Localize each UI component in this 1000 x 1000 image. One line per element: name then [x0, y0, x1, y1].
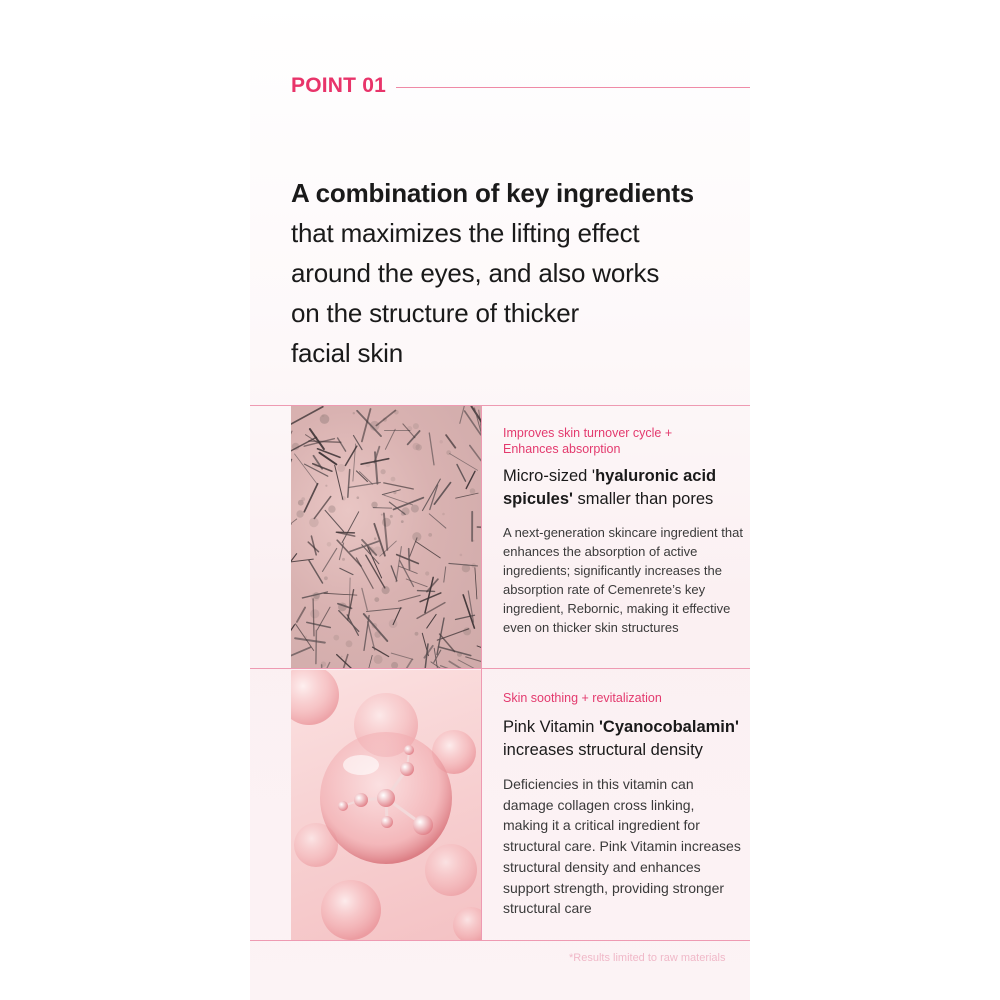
headline-bold: A combination of key ingredients [291, 178, 694, 208]
headline-line: that maximizes the lifting effect [291, 218, 640, 248]
divider-bottom [250, 940, 750, 941]
footnote: *Results limited to raw materials [569, 952, 726, 964]
spicules-image [291, 406, 481, 668]
item-title: Pink Vitamin 'Cyanocobalamin' increases structural density [503, 718, 739, 759]
point-header [291, 74, 751, 102]
divider-middle [250, 668, 750, 669]
item-tag: Improves skin turnover cycle + Enhances absorption [503, 426, 673, 456]
headline-line: around the eyes, and also works [291, 258, 660, 288]
point-divider [396, 87, 750, 88]
headline-line: facial skin [291, 338, 403, 368]
item-description: Deficiencies in this vitamin can damage collagen cross linking, making it a critical ingredient for structural care. Pink Vitamin increases structural density and enhances support strength, providing stronger structural care [503, 776, 741, 917]
headline [291, 173, 751, 373]
item-tag: Skin soothing + revitalization [503, 691, 662, 705]
item-cyanocobalamin-text [503, 690, 743, 919]
divider-vertical [481, 406, 482, 940]
point-label: POINT 01 [291, 74, 386, 97]
molecule-bubble-image [291, 670, 481, 940]
item-description: A next-generation skincare ingredient that enhances the absorption of active ingredients; significantly increases the absorption rate of Cemenrete’s key ingredient, Rebornic, making it effective even on thicker skin structures [503, 525, 743, 635]
item-title: Micro-sized 'hyaluronic acid spicules' smaller than pores [503, 467, 717, 508]
item-hyaluronic-text [503, 425, 743, 637]
headline-line: on the structure of thicker [291, 298, 579, 328]
